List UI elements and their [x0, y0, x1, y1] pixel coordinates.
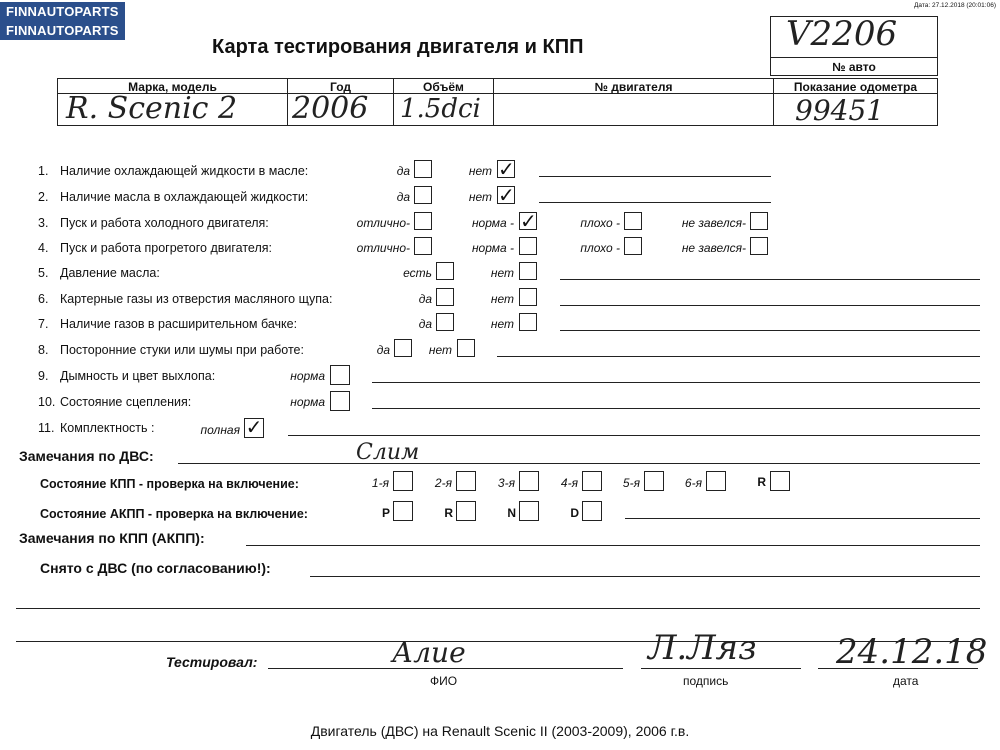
gear-label: 3-я — [497, 476, 515, 490]
removed-label: Снято с ДВС (по согласованию!): — [40, 560, 271, 576]
gear-label: 5-я — [622, 476, 640, 490]
header-volume: Объём — [423, 80, 464, 94]
gear-label: 6-я — [684, 476, 702, 490]
gear-checkbox[interactable] — [706, 471, 726, 491]
note-line — [288, 435, 980, 436]
item-number: 2. — [38, 190, 49, 204]
note-line — [560, 279, 980, 280]
option-label: отлично- — [356, 216, 410, 230]
item-number: 10. — [38, 395, 56, 409]
option-label: не завелся- — [681, 241, 746, 255]
note-line — [497, 356, 980, 357]
option-label: нет — [428, 343, 452, 357]
gear-checkbox[interactable] — [519, 471, 539, 491]
checkbox-checked[interactable]: ✓ — [498, 157, 515, 181]
item-label: Комплектность : — [60, 421, 155, 435]
header-engine: № двигателя — [594, 80, 673, 94]
year-value: 2006 — [292, 91, 369, 126]
option-label: норма — [290, 369, 325, 383]
option-label: отлично- — [356, 241, 410, 255]
note-line — [178, 463, 980, 464]
note-line — [246, 545, 980, 546]
item-number: 11. — [38, 421, 55, 435]
checkbox[interactable] — [414, 212, 432, 230]
gear-label: 2-я — [434, 476, 452, 490]
brand-logo: FINNAUTOPARTS — [0, 21, 125, 40]
gear-checkbox[interactable] — [582, 501, 602, 521]
checkbox[interactable] — [457, 339, 475, 357]
checkbox[interactable] — [414, 186, 432, 204]
item-label: Наличие газов в расширительном бачке: — [60, 317, 298, 331]
divider — [771, 57, 937, 58]
item-number: 6. — [38, 292, 49, 306]
option-label: да — [396, 190, 410, 204]
note-line — [310, 576, 980, 577]
gear-label: R — [757, 475, 766, 489]
checkbox[interactable] — [414, 160, 432, 178]
checkbox[interactable] — [519, 288, 537, 306]
gear-label: R — [444, 506, 453, 520]
gear-checkbox[interactable] — [582, 471, 602, 491]
signature-label: подпись — [683, 674, 729, 688]
note-line — [372, 382, 980, 383]
option-label: да — [418, 317, 432, 331]
model-value: R. Scenic 2 — [66, 91, 238, 126]
checkbox[interactable] — [519, 237, 537, 255]
item-label: Наличие масла в охлаждающей жидкости: — [60, 190, 309, 204]
checkbox[interactable] — [436, 262, 454, 280]
option-label: норма - — [471, 216, 514, 230]
brand-logo: FINNAUTOPARTS — [0, 2, 125, 21]
checkbox[interactable] — [436, 288, 454, 306]
item-number: 3. — [38, 216, 49, 230]
checkbox-checked[interactable]: ✓ — [245, 415, 263, 439]
checkbox[interactable] — [519, 262, 537, 280]
option-label: нет — [490, 292, 514, 306]
gear-label: 1-я — [371, 476, 389, 490]
checkbox[interactable] — [624, 237, 642, 255]
gear-checkbox[interactable] — [644, 471, 664, 491]
car-number-value: V2206 — [786, 14, 898, 54]
akpp-label: Состояние АКПП - проверка на включение: — [40, 507, 308, 521]
tested-label: Тестировал: — [166, 654, 258, 670]
note-line — [560, 305, 980, 306]
signature-line — [641, 668, 801, 669]
item-label: Пуск и работа холодного двигателя: — [60, 216, 269, 230]
option-label: нет — [468, 190, 492, 204]
page-title: Карта тестирования двигателя и КПП — [212, 36, 584, 58]
checkbox[interactable] — [519, 313, 537, 331]
option-label: нет — [490, 317, 514, 331]
kpp-label: Состояние КПП - проверка на включение: — [40, 477, 299, 491]
checkbox[interactable] — [436, 313, 454, 331]
item-number: 5. — [38, 266, 49, 280]
gear-label: D — [570, 506, 579, 520]
gear-label: 4-я — [560, 476, 578, 490]
option-label: да — [376, 343, 390, 357]
gear-checkbox[interactable] — [770, 471, 790, 491]
option-label: плохо - — [580, 216, 620, 230]
gear-checkbox[interactable] — [456, 471, 476, 491]
checkbox[interactable] — [330, 365, 350, 385]
odometer-value: 99451 — [795, 94, 885, 127]
gear-checkbox[interactable] — [456, 501, 476, 521]
gear-label: P — [381, 506, 390, 520]
checkbox[interactable] — [624, 212, 642, 230]
option-label: полная — [200, 423, 240, 437]
note-line — [625, 518, 980, 519]
header-model: Марка, модель — [128, 80, 217, 94]
engine-notes-label: Замечания по ДВС: — [19, 448, 154, 464]
option-label: норма — [290, 395, 325, 409]
car-number-label: № авто — [832, 60, 876, 74]
item-label: Дымность и цвет выхлопа: — [60, 369, 216, 383]
tester-name-value: Алие — [392, 636, 466, 669]
checkbox[interactable] — [750, 237, 768, 255]
checkbox-checked[interactable]: ✓ — [520, 209, 537, 233]
note-line — [372, 408, 980, 409]
item-number: 7. — [38, 317, 49, 331]
option-label: нет — [490, 266, 514, 280]
item-label: Пуск и работа прогретого двигателя: — [60, 241, 272, 255]
date-value: 24.12.18 — [836, 632, 988, 672]
option-label: да — [418, 292, 432, 306]
note-line — [539, 202, 771, 203]
checkbox-checked[interactable]: ✓ — [498, 183, 515, 207]
kpp-notes-label: Замечания по КПП (АКПП): — [19, 530, 205, 546]
checkbox[interactable] — [750, 212, 768, 230]
option-label: плохо - — [580, 241, 620, 255]
gear-checkbox[interactable] — [393, 471, 413, 491]
engine-notes-value: Слим — [356, 440, 420, 465]
item-label: Наличие охлаждающей жидкости в масле: — [60, 164, 309, 178]
note-line — [560, 330, 980, 331]
date-stamp: Дата: 27.12.2018 (20:01:06) — [914, 2, 996, 9]
gear-checkbox[interactable] — [519, 501, 539, 521]
signature-value: Л.Ляз — [648, 628, 757, 668]
item-label: Давление масла: — [60, 266, 160, 280]
note-line — [539, 176, 771, 177]
gear-label: N — [507, 506, 516, 520]
gear-checkbox[interactable] — [393, 501, 413, 521]
option-label: да — [396, 164, 410, 178]
fio-label: ФИО — [430, 674, 458, 688]
option-label: есть — [403, 266, 432, 280]
option-label: нет — [468, 164, 492, 178]
item-label: Состояние сцепления: — [60, 395, 192, 409]
checkbox[interactable] — [414, 237, 432, 255]
header-year: Год — [330, 80, 351, 94]
note-line — [16, 608, 980, 609]
date-label: дата — [893, 674, 919, 688]
item-label: Посторонние стуки или шумы при работе: — [60, 343, 304, 357]
checkbox[interactable] — [330, 391, 350, 411]
page-caption: Двигатель (ДВС) на Renault Scenic II (2003-2009), 2006 г.в. — [310, 723, 690, 739]
volume-value: 1.5dci — [400, 94, 481, 124]
option-label: норма - — [471, 241, 514, 255]
item-number: 8. — [38, 343, 49, 357]
item-label: Картерные газы из отверстия масляного щупа: — [60, 292, 333, 306]
item-number: 9. — [38, 369, 49, 383]
item-number: 1. — [38, 164, 49, 178]
header-odometer: Показание одометра — [793, 80, 918, 94]
option-label: не завелся- — [681, 216, 746, 230]
item-number: 4. — [38, 241, 49, 255]
